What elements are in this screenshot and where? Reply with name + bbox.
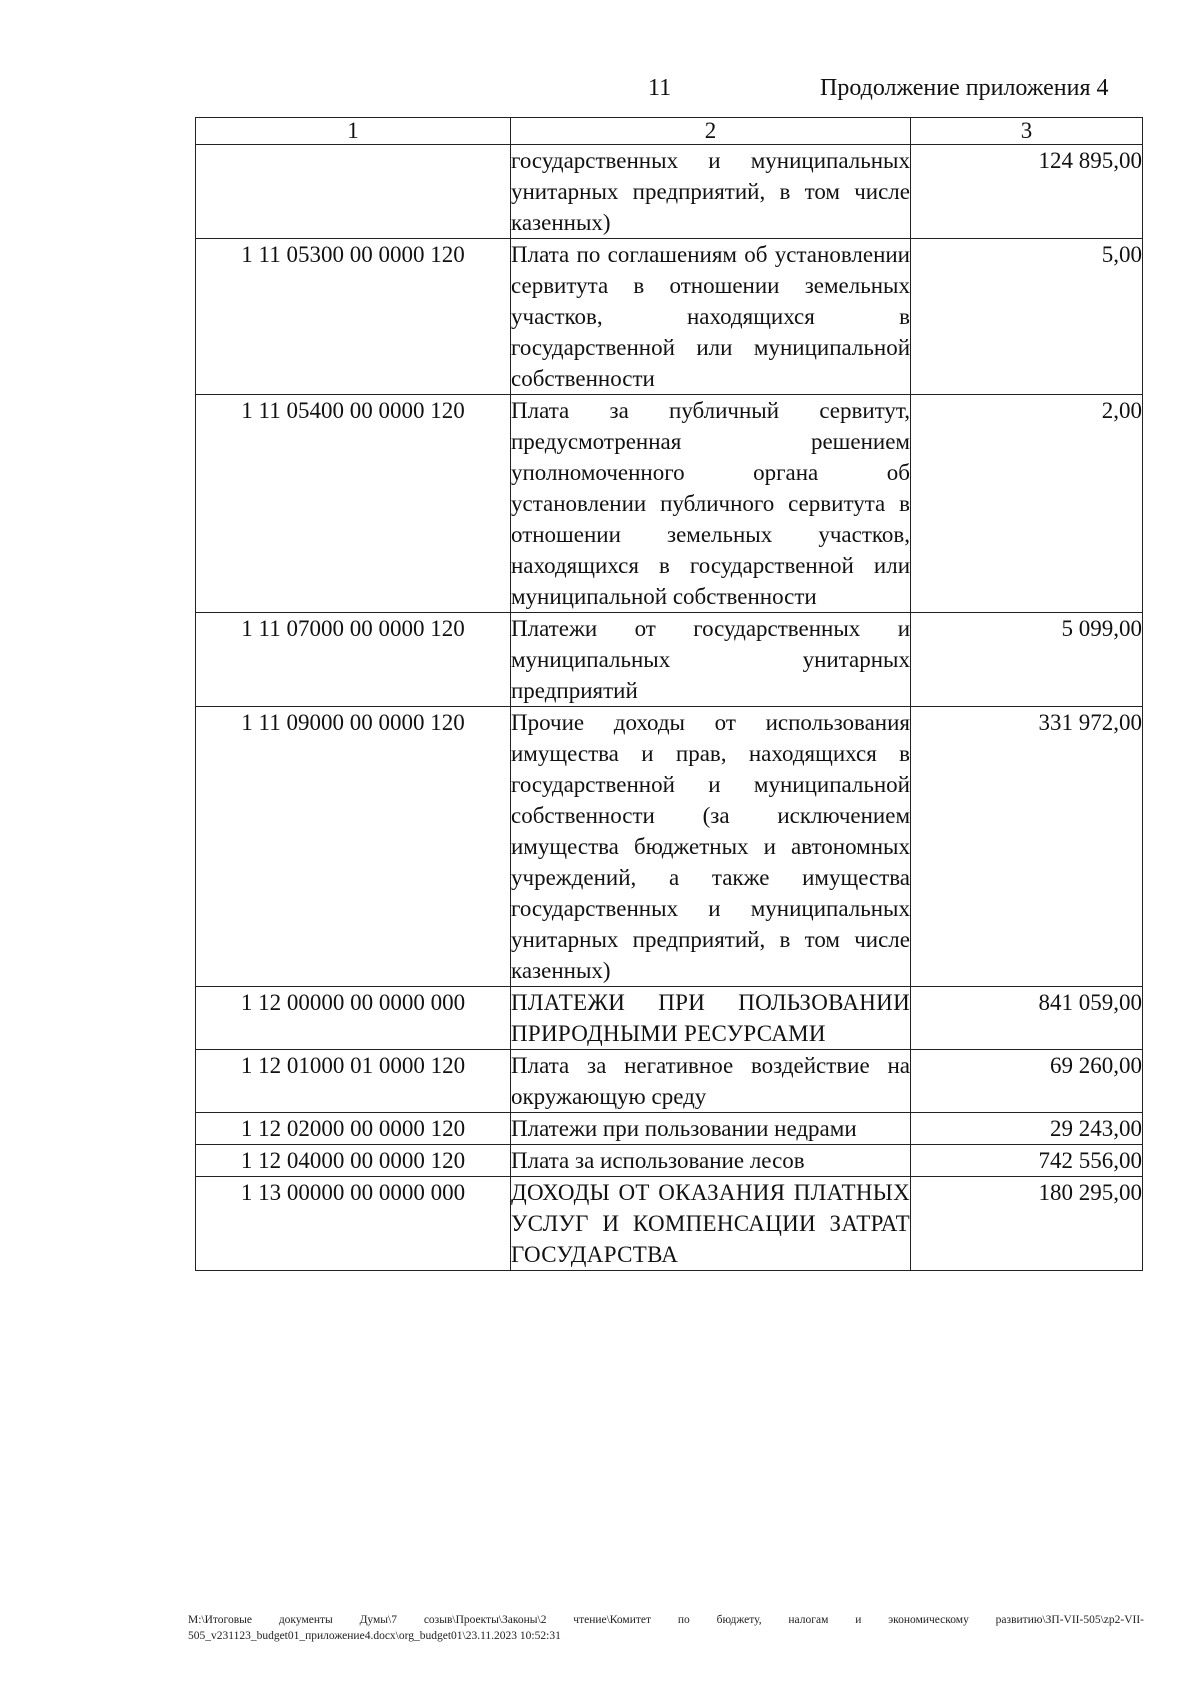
table-row [196, 395, 1143, 613]
column-header-code: 1 [196, 118, 511, 145]
row-amount: 841 059,00 [911, 987, 1143, 1050]
row-amount: 5,00 [911, 239, 1143, 395]
column-header-description: 2 [511, 118, 911, 145]
table-row [196, 1113, 1143, 1145]
row-amount: 742 556,00 [911, 1145, 1143, 1177]
row-description: Плата за негативное воздействие на окружающую среду [511, 1050, 911, 1113]
row-description: Плата за публичный сервитут, предусмотренная решением уполномоченного органа об установлении публичного сервитута в отношении земельных участков, находящихся в государственной или муниципальной собственности [511, 395, 911, 613]
row-amount: 29 243,00 [911, 1113, 1143, 1145]
row-amount: 180 295,00 [911, 1177, 1143, 1271]
row-code: 1 11 05300 00 0000 120 [196, 239, 511, 395]
row-code [196, 145, 511, 239]
row-description: ДОХОДЫ ОТ ОКАЗАНИЯ ПЛАТНЫХ УСЛУГ И КОМПЕНСАЦИИ ЗАТРАТ ГОСУДАРСТВА [511, 1177, 911, 1271]
column-header-amount: 3 [911, 118, 1143, 145]
row-description: Платежи при пользовании недрами [511, 1113, 911, 1145]
row-code: 1 12 01000 01 0000 120 [196, 1050, 511, 1113]
table-row [196, 707, 1143, 987]
table-row [196, 145, 1143, 239]
table-row [196, 1177, 1143, 1271]
row-code: 1 12 00000 00 0000 000 [196, 987, 511, 1050]
table-row [196, 613, 1143, 707]
row-description: Плата за использование лесов [511, 1145, 911, 1177]
row-code: 1 11 07000 00 0000 120 [196, 613, 511, 707]
row-amount: 2,00 [911, 395, 1143, 613]
document-file-path-footer: M:\Итоговые документы Думы\7 созыв\Проекты\Законы\2 чтение\Комитет по бюджету, налогам и экономическому развитию\ЗП-VII-505\zp2-VII-505_v231123_budget01_приложение4.docx\org_budget01\23.11.2023 10:52:31 [188, 1614, 1144, 1642]
row-amount: 331 972,00 [911, 707, 1143, 987]
row-description: Платежи от государственных и муниципальных унитарных предприятий [511, 613, 911, 707]
table-header-row [196, 118, 1143, 145]
row-code: 1 12 04000 00 0000 120 [196, 1145, 511, 1177]
row-description: Прочие доходы от использования имущества и прав, находящихся в государственной и муниципальной собственности (за исключением имущества бюджетных и автономных учреждений, а также имущества государственных и муниципальных унитарных предприятий, в том числе казенных) [511, 707, 911, 987]
row-amount: 5 099,00 [911, 613, 1143, 707]
row-code: 1 12 02000 00 0000 120 [196, 1113, 511, 1145]
row-description: ПЛАТЕЖИ ПРИ ПОЛЬЗОВАНИИ ПРИРОДНЫМИ РЕСУРСАМИ [511, 987, 911, 1050]
table-row [196, 1145, 1143, 1177]
row-code: 1 11 09000 00 0000 120 [196, 707, 511, 987]
table-row [196, 239, 1143, 395]
row-code: 1 11 05400 00 0000 120 [196, 395, 511, 613]
appendix-continuation-title: Продолжение приложения 4 [820, 75, 1109, 101]
row-description: государственных и муниципальных унитарных предприятий, в том числе казенных) [511, 145, 911, 239]
page-number: 11 [648, 75, 672, 101]
row-description: Плата по соглашениям об установлении сервитута в отношении земельных участков, находящихся в государственной или муниципальной собственности [511, 239, 911, 395]
row-code: 1 13 00000 00 0000 000 [196, 1177, 511, 1271]
row-amount: 69 260,00 [911, 1050, 1143, 1113]
table-row [196, 987, 1143, 1050]
row-amount: 124 895,00 [911, 145, 1143, 239]
budget-revenue-table [195, 117, 1143, 1271]
table-row [196, 1050, 1143, 1113]
